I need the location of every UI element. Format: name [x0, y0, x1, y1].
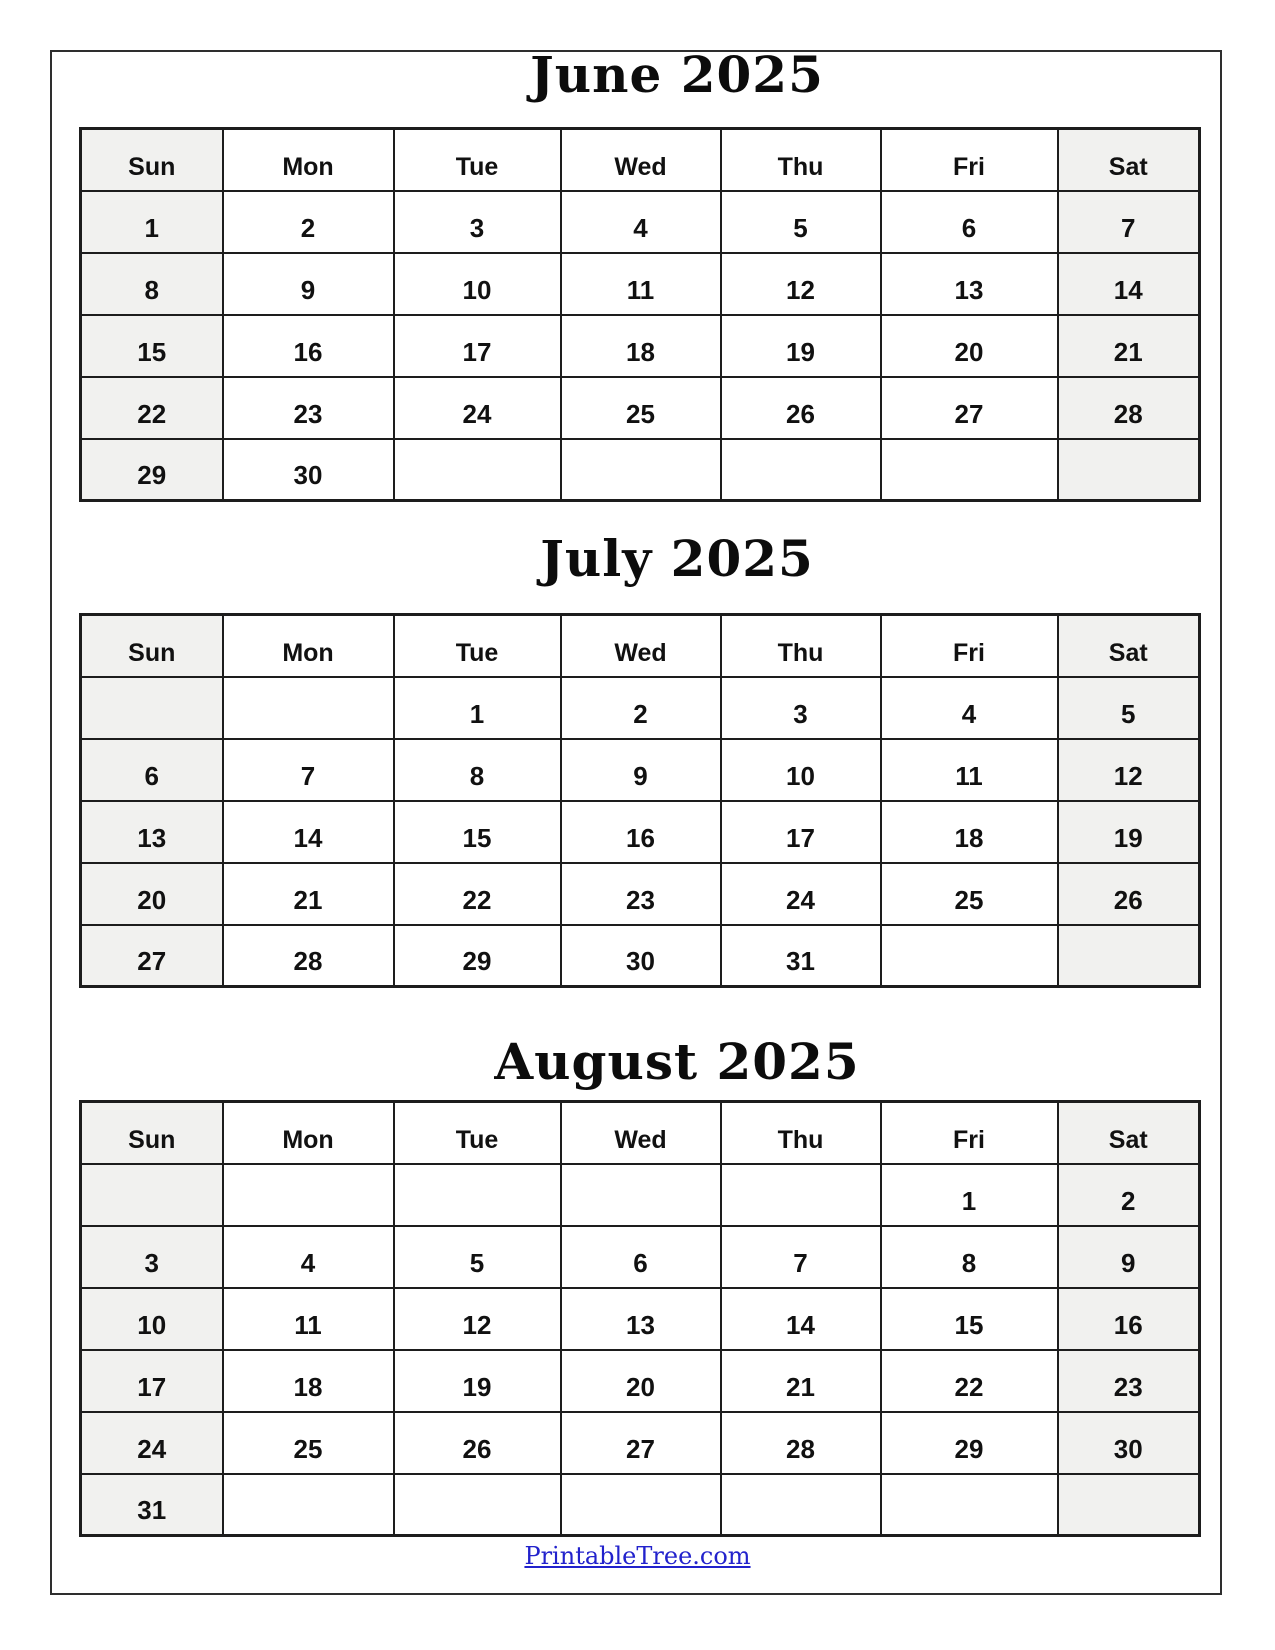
day-cell: 29	[881, 1412, 1058, 1474]
day-cell	[881, 1474, 1058, 1536]
day-cell: 23	[561, 863, 721, 925]
day-cell	[1058, 1474, 1200, 1536]
day-header-fri: Fri	[881, 615, 1058, 677]
day-cell: 20	[81, 863, 223, 925]
day-cell: 14	[721, 1288, 881, 1350]
day-cell: 9	[1058, 1226, 1200, 1288]
day-cell: 4	[561, 191, 721, 253]
day-cell: 15	[81, 315, 223, 377]
day-cell: 14	[223, 801, 394, 863]
day-header-tue: Tue	[394, 615, 561, 677]
day-cell: 13	[881, 253, 1058, 315]
day-cell	[881, 439, 1058, 501]
day-header-thu: Thu	[721, 1102, 881, 1164]
day-cell	[721, 1474, 881, 1536]
week-row	[81, 315, 1200, 377]
week-row	[81, 1288, 1200, 1350]
day-cell: 22	[881, 1350, 1058, 1412]
day-header-sat: Sat	[1058, 129, 1200, 191]
day-cell: 7	[721, 1226, 881, 1288]
day-cell: 3	[81, 1226, 223, 1288]
week-row	[81, 1412, 1200, 1474]
day-cell	[223, 1164, 394, 1226]
day-cell: 13	[81, 801, 223, 863]
day-cell: 25	[223, 1412, 394, 1474]
day-cell	[721, 439, 881, 501]
day-cell: 21	[721, 1350, 881, 1412]
day-cell: 4	[223, 1226, 394, 1288]
day-cell: 2	[223, 191, 394, 253]
day-header-sun: Sun	[81, 615, 223, 677]
day-cell	[81, 1164, 223, 1226]
day-cell: 6	[561, 1226, 721, 1288]
day-cell: 31	[721, 925, 881, 987]
day-cell	[561, 439, 721, 501]
day-header-sat: Sat	[1058, 615, 1200, 677]
day-cell: 30	[1058, 1412, 1200, 1474]
day-cell: 19	[1058, 801, 1200, 863]
week-row	[81, 191, 1200, 253]
day-cell: 25	[561, 377, 721, 439]
day-cell: 3	[394, 191, 561, 253]
day-cell: 24	[394, 377, 561, 439]
week-row	[81, 801, 1200, 863]
day-cell: 11	[881, 739, 1058, 801]
week-row	[81, 739, 1200, 801]
day-cell: 10	[721, 739, 881, 801]
day-header-fri: Fri	[881, 129, 1058, 191]
day-header-wed: Wed	[561, 615, 721, 677]
day-cell: 17	[81, 1350, 223, 1412]
day-cell: 8	[394, 739, 561, 801]
week-row	[81, 863, 1200, 925]
day-cell: 24	[721, 863, 881, 925]
day-cell	[561, 1474, 721, 1536]
day-cell: 13	[561, 1288, 721, 1350]
day-cell: 11	[223, 1288, 394, 1350]
day-cell: 15	[394, 801, 561, 863]
day-header-sun: Sun	[81, 129, 223, 191]
day-cell: 23	[1058, 1350, 1200, 1412]
day-cell: 30	[561, 925, 721, 987]
day-cell: 17	[394, 315, 561, 377]
day-cell: 12	[1058, 739, 1200, 801]
day-header-row	[81, 129, 1200, 191]
day-cell: 12	[394, 1288, 561, 1350]
day-cell: 28	[1058, 377, 1200, 439]
day-cell: 26	[721, 377, 881, 439]
day-cell: 6	[81, 739, 223, 801]
day-cell: 27	[561, 1412, 721, 1474]
day-header-row	[81, 615, 1200, 677]
day-header-sat: Sat	[1058, 1102, 1200, 1164]
day-cell: 9	[223, 253, 394, 315]
day-header-thu: Thu	[721, 129, 881, 191]
day-header-wed: Wed	[561, 1102, 721, 1164]
day-cell: 18	[561, 315, 721, 377]
day-cell: 6	[881, 191, 1058, 253]
day-cell: 16	[223, 315, 394, 377]
day-cell: 23	[223, 377, 394, 439]
day-cell	[1058, 925, 1200, 987]
day-cell: 17	[721, 801, 881, 863]
month-title-august: August 2025	[494, 1032, 860, 1091]
day-header-wed: Wed	[561, 129, 721, 191]
day-cell: 16	[1058, 1288, 1200, 1350]
day-header-fri: Fri	[881, 1102, 1058, 1164]
day-cell: 30	[223, 439, 394, 501]
day-cell: 21	[223, 863, 394, 925]
calendar-grid-august	[79, 1100, 1201, 1537]
day-header-mon: Mon	[223, 1102, 394, 1164]
footer-link[interactable]: PrintableTree.com	[524, 1542, 751, 1570]
day-cell: 10	[81, 1288, 223, 1350]
day-cell	[223, 1474, 394, 1536]
day-cell: 12	[721, 253, 881, 315]
day-cell: 10	[394, 253, 561, 315]
week-row	[81, 677, 1200, 739]
day-cell: 19	[721, 315, 881, 377]
day-cell	[394, 439, 561, 501]
day-cell: 24	[81, 1412, 223, 1474]
week-row	[81, 253, 1200, 315]
day-cell: 3	[721, 677, 881, 739]
day-cell: 18	[223, 1350, 394, 1412]
day-cell	[223, 677, 394, 739]
day-cell: 29	[394, 925, 561, 987]
day-cell: 20	[881, 315, 1058, 377]
day-header-sun: Sun	[81, 1102, 223, 1164]
week-row	[81, 925, 1200, 987]
day-cell: 20	[561, 1350, 721, 1412]
day-cell: 16	[561, 801, 721, 863]
week-row	[81, 1226, 1200, 1288]
month-title-june: June 2025	[530, 45, 824, 104]
day-cell: 26	[1058, 863, 1200, 925]
day-cell: 22	[394, 863, 561, 925]
day-cell	[394, 1474, 561, 1536]
day-header-mon: Mon	[223, 615, 394, 677]
day-cell: 5	[394, 1226, 561, 1288]
day-cell: 2	[561, 677, 721, 739]
day-cell: 14	[1058, 253, 1200, 315]
week-row	[81, 1350, 1200, 1412]
day-cell: 22	[81, 377, 223, 439]
day-cell	[561, 1164, 721, 1226]
day-cell: 8	[81, 253, 223, 315]
day-cell: 28	[721, 1412, 881, 1474]
day-cell: 31	[81, 1474, 223, 1536]
week-row	[81, 1164, 1200, 1226]
day-cell	[81, 677, 223, 739]
day-cell: 28	[223, 925, 394, 987]
day-header-mon: Mon	[223, 129, 394, 191]
day-cell: 18	[881, 801, 1058, 863]
day-cell: 25	[881, 863, 1058, 925]
day-cell: 1	[394, 677, 561, 739]
day-cell: 27	[881, 377, 1058, 439]
day-cell: 2	[1058, 1164, 1200, 1226]
day-cell: 9	[561, 739, 721, 801]
day-cell: 7	[223, 739, 394, 801]
day-cell: 8	[881, 1226, 1058, 1288]
day-cell: 27	[81, 925, 223, 987]
week-row	[81, 377, 1200, 439]
day-cell	[881, 925, 1058, 987]
day-cell: 11	[561, 253, 721, 315]
day-cell	[721, 1164, 881, 1226]
week-row	[81, 439, 1200, 501]
day-cell: 1	[881, 1164, 1058, 1226]
calendar-grid-june	[79, 127, 1201, 502]
footer	[0, 1542, 1275, 1570]
day-cell: 21	[1058, 315, 1200, 377]
day-cell: 19	[394, 1350, 561, 1412]
day-cell: 5	[1058, 677, 1200, 739]
month-title-july: July 2025	[540, 529, 814, 588]
day-header-tue: Tue	[394, 1102, 561, 1164]
week-row	[81, 1474, 1200, 1536]
day-cell: 15	[881, 1288, 1058, 1350]
day-cell: 26	[394, 1412, 561, 1474]
day-header-tue: Tue	[394, 129, 561, 191]
day-cell: 1	[81, 191, 223, 253]
day-cell: 4	[881, 677, 1058, 739]
calendar-grid-july	[79, 613, 1201, 988]
day-cell: 29	[81, 439, 223, 501]
day-cell	[1058, 439, 1200, 501]
day-cell: 5	[721, 191, 881, 253]
day-header-row	[81, 1102, 1200, 1164]
day-cell: 7	[1058, 191, 1200, 253]
day-cell	[394, 1164, 561, 1226]
day-header-thu: Thu	[721, 615, 881, 677]
